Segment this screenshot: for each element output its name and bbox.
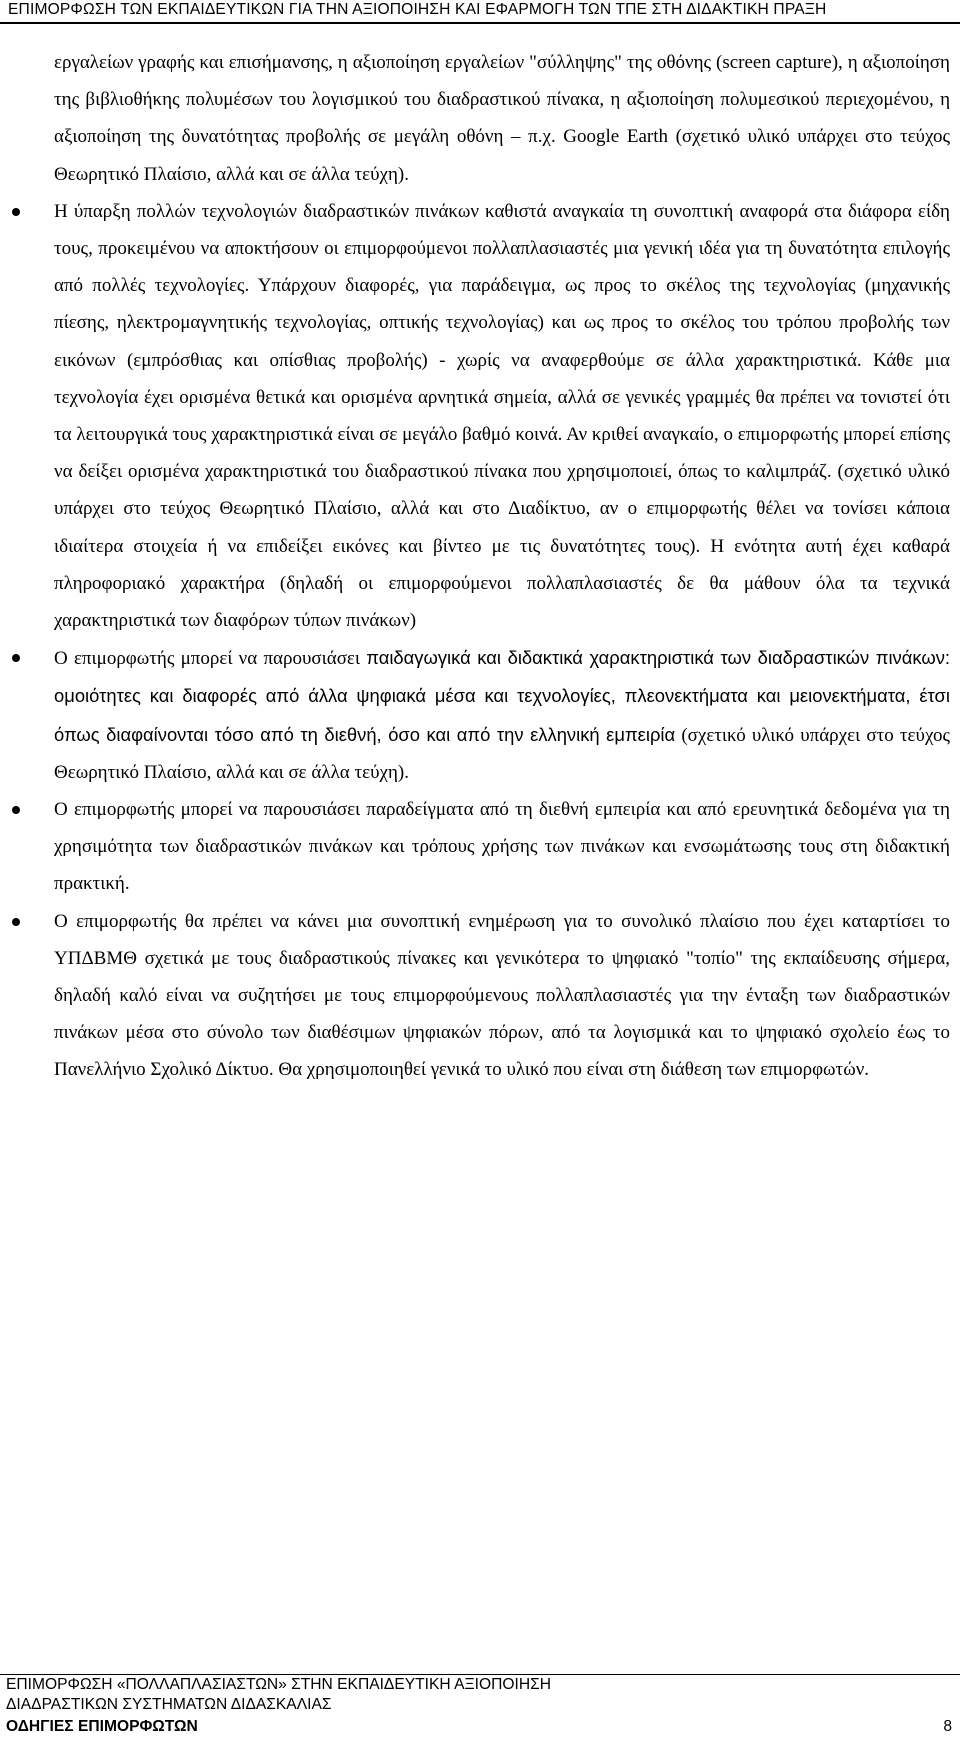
bullet-2-start-text: Ο επιμορφωτής μπορεί να παρουσιάσει [54, 648, 361, 670]
bullet-2-sans-text: παιδαγωγικά και διδακτικά χαρακτηριστικά των διαδραστικών πινάκων: ομοιότητες και διαφορές από άλλα ψηφιακά μέσα και τεχνολογίες, πλεονεκτήματα και μειονεκτήματα, έτσι όπως διαφαίνονται τόσο από τη διεθνή, όσο και από την ελληνική εμπειρία [54, 647, 950, 745]
bullet-item-ministry-framework: Ο επιμορφωτής θα πρέπει να κάνει μια συνοπτική ενημέρωση για το συνολικό πλαίσιο που έχει καταρτίσει το ΥΠΔΒΜΘ σχετικά με τους διαδραστικούς πίνακες και γενικότερα το ψηφιακό "τοπίο" της εκπαίδευσης σήμερα, δηλαδή καλό είναι να συζητήσει με τους επιμορφούμενους πολλαπλασιαστές για την ένταξη των διαδραστικών πινάκων μέσα στο σύνολο των διαθέσιμων ψηφιακών πόρων, από τα λογισμικά και το ψηφιακό σχολείο έως το Πανελλήνιο Σχολικό Δίκτυο. Θα χρησιμοποιηθεί γενικά το υλικό που είναι στη διάθεση των επιμορφωτών. [0, 903, 960, 1089]
footer-line-3: ΟΔΗΓΙΕΣ ΕΠΙΜΟΡΦΩΤΩΝ [6, 1718, 198, 1735]
page-footer [0, 1674, 960, 1742]
bullet-item-international-experience: Ο επιμορφωτής μπορεί να παρουσιάσει παραδείγματα από τη διεθνή εμπειρία και από ερευνητικά δεδομένα για τη χρησιμότητα των διαδραστικών πινάκων και τρόπους χρήσης των πινάκων και ενσωμάτωσης τους στη διδακτική πρακτική. [0, 791, 960, 903]
bullet-item-pedagogical-features [0, 639, 960, 791]
continued-paragraph: εργαλείων γραφής και επισήμανσης, η αξιοποίηση εργαλείων "σύλληψης" της οθόνης (screen capture), η αξιοποίηση της βιβλιοθήκης πολυμέσων του λογισμικού του διαδραστικού πίνακα, η αξιοποίηση πολυμεσικού περιεχομένου, η αξιοποίηση της δυνατότητας προβολής σε μεγάλη οθόνη – π.χ. Google Earth (σχετικό υλικό υπάρχει στο τεύχος Θεωρητικό Πλαίσιο, αλλά και σε άλλα τεύχη). [54, 52, 950, 185]
footer-line-1: ΕΠΙΜΟΡΦΩΣΗ «ΠΟΛΛΑΠΛΑΣΙΑΣΤΩΝ» ΣΤΗΝ ΕΚΠΑΙΔΕΥΤΙΚΗ ΑΞΙΟΠΟΙΗΣΗ [6, 1676, 552, 1693]
header-title: ΕΠΙΜΟΡΦΩΣΗ ΤΩΝ ΕΚΠΑΙΔΕΥΤΙΚΩΝ ΓΙΑ ΤΗΝ ΑΞΙΟΠΟΙΗΣΗ ΚΑΙ ΕΦΑΡΜΟΓΗ ΤΩΝ ΤΠΕ ΣΤΗ ΔΙΔΑΚΤΙΚΗ ΠΡΑΞΗ [8, 1, 827, 18]
page-number: 8 [943, 1718, 952, 1735]
bullet-2-end-text: (σχετικό υλικό υπάρχει στο τεύχος Θεωρητικό Πλαίσιο, αλλά και σε άλλα τεύχη). [54, 724, 950, 783]
page-content [0, 44, 960, 1089]
footer-line-2: ΔΙΑΔΡΑΣΤΙΚΩΝ ΣΥΣΤΗΜΑΤΩΝ ΔΙΔΑΣΚΑΛΙΑΣ [6, 1696, 332, 1713]
bullet-item-interactive-whiteboard-technologies: Η ύπαρξη πολλών τεχνολογιών διαδραστικών πινάκων καθιστά αναγκαία τη συνοπτική αναφορά στα διάφορα είδη τους, προκειμένου να αποκτήσουν οι επιμορφούμενοι πολλαπλασιαστές μια γενική ιδέα για τη δυνατότητα επιλογής από πολλές τεχνολογίες. Υπάρχουν διαφορές, για παράδειγμα, ως προς το σκέλος της τεχνολογίας (μηχανικής πίεσης, ηλεκτρομαγνητικής τεχνολογίας, οπτικής τεχνολογίας) και ως προς το σκέλος του τρόπου προβολής των εικόνων (εμπρόσθιας και οπίσθιας προβολής) - χωρίς να αναφερθούμε σε άλλα χαρακτηριστικά. Κάθε μια τεχνολογία έχει ορισμένα θετικά και ορισμένα αρνητικά σημεία, αλλά σε γενικές γραμμές θα πρέπει να τονιστεί ότι τα λειτουργικά τους χαρακτηριστικά είναι σε μεγάλο βαθμό κοινά. Αν κριθεί αναγκαίο, ο επιμορφωτής μπορεί επίσης να δείξει ορισμένα χαρακτηριστικά του διαδραστικού πίνακα που χρησιμοποιεί, όπως το καλιμπράζ. (σχετικό υλικό υπάρχει στο τεύχος Θεωρητικό Πλαίσιο, αλλά και στο Διαδίκτυο, αν ο επιμορφωτής θέλει να τονίσει κάποια ιδιαίτερα στοιχεία ή να επιδείξει εικόνες και βίντεο με τις δυνατότητες τους). Η ενότητα αυτή έχει καθαρά πληροφοριακό χαρακτήρα (δηλαδή οι επιμορφούμενοι πολλαπλασιαστές δε θα μάθουν όλα τα τεχνικά χαρακτηριστικά των διαφόρων τύπων πινάκων) [0, 193, 960, 639]
page-header [0, 0, 960, 24]
